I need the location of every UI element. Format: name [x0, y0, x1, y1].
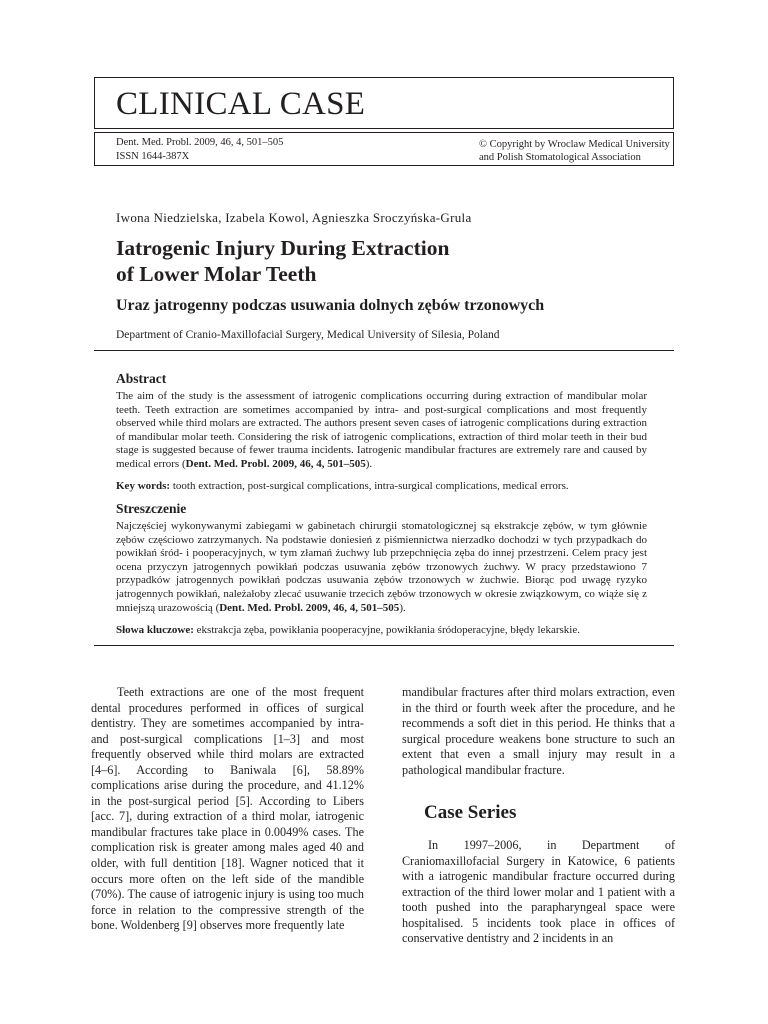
slowa-text: ekstrakcja zęba, powikłania pooperacyjne, powikłania śródoperacyjne, błędy lekarskie. — [193, 624, 580, 636]
author-list: Iwona Niedzielska, Izabela Kowol, Agnieszka Sroczyńska-Grula — [116, 210, 472, 225]
abstract-body: The aim of the study is the assessment of iatrogenic complications occurring during extraction of mandibular molar teeth. Teeth extraction are sometimes accompanied by intra- and post-surgical complications and most frequently observed while third molars are extracted. The authors present seven cases of iatrogenic complications during extraction of mandibular molar teeth. Considering the risk of iatrogenic complications, extraction of third molar teeth in their bud stage is suggested because of fewer trauma incidents. Iatrogenic mandibular fractures are extremely rare and caused by medical errors ( — [116, 390, 647, 470]
journal-citation — [116, 136, 283, 163]
divider-top — [94, 350, 674, 351]
divider-bottom — [94, 645, 674, 646]
keywords — [116, 479, 647, 493]
section-title: CLINICAL CASE — [116, 86, 366, 122]
case-series-paragraph: In 1997–2006, in Department of Craniomaxillofacial Surgery in Katowice, 6 patients with a iatrogenic mandibular fracture occurred during extraction of the third lower molar and 1 patient with a tooth pushed into the parapharyngeal space were hospitalised. 5 incidents took place in offices of conservative dentistry and 2 incidents in an — [402, 838, 675, 946]
abstract-text — [116, 390, 647, 472]
title-line-2: of Lower Molar Teeth — [116, 262, 317, 286]
streszczenie-body: Najczęściej wykonywanymi zabiegami w gabinetach chirurgii stomatologicznej są ekstrakcje zębów, w tym głównie zębów częściowo zatrzymanych. Na podstawie doniesień z piśmiennictwa nierzadko dochodzi w tych przypadkach do powikłań śród- i pooperacyjnych, w tym złamań żuchwy lub przepchnięcia zęba do innej przestrzeni. Celem pracy jest ocena przyczyn jatrogennych powikłań podczas usuwania zębów trzonowych żuchwy. W pracy przedstawiono 7 przypadków jatrogennych powikłań podczas usuwania zębów trzonowych w żuchwie. Biorąc pod uwagę ryzyko jatrogennych powikłań, należałoby zlecać usuwanie trzecich zębów trzonowych w okresie związkowym, co wiąże się z mniejszą urazowością ( — [116, 520, 647, 614]
abstract-end: ). — [365, 457, 373, 470]
issn: ISSN 1644-387X — [116, 150, 190, 162]
abstract-heading: Abstract — [116, 371, 167, 386]
continued-paragraph: mandibular fractures after third molars extraction, even in the third or fourth week after the procedure, and he recommends a soft diet in this period. He thinks that a surgical procedure weakens bone structure to such an extent that even a small injury may result in a pathological mandibular fracture. — [402, 685, 675, 777]
case-series-heading: Case Series — [424, 802, 517, 823]
copyright-line-2: and Polish Stomatological Association — [479, 152, 641, 163]
streszczenie-text — [116, 520, 647, 615]
streszczenie-heading: Streszczenie — [116, 501, 187, 516]
case-series-column — [402, 838, 675, 947]
copyright-line-1: © Copyright by Wroclaw Medical University — [479, 139, 670, 150]
body-column-right — [402, 685, 675, 778]
affiliation: Department of Cranio-Maxillofacial Surgery, Medical University of Silesia, Poland — [116, 329, 500, 341]
keywords-label: Key words: — [116, 480, 171, 492]
polish-title: Uraz jatrogenny podczas usuwania dolnych zębów trzonowych — [116, 297, 545, 314]
abstract-reference: Dent. Med. Probl. 2009, 46, 4, 501–505 — [185, 457, 366, 470]
slowa-label: Słowa kluczowe: — [116, 624, 194, 636]
slowa-kluczowe — [116, 623, 647, 637]
title-line-1: Iatrogenic Injury During Extraction — [116, 236, 450, 260]
keywords-text: tooth extraction, post-surgical complications, intra-surgical complications, medical errors. — [170, 480, 569, 492]
intro-paragraph: Teeth extractions are one of the most frequent dental procedures performed in offices of surgical dentistry. They are sometimes accompanied by intra- and post-surgical complications [1–3] and most frequently observed while third molars are extracted [4–6]. According to Baniwala [6], 58.89% complications arise during the procedure, and 41.12% in the post-surgical period [5]. According to Libers [acc. 7], during extraction of a third molar, iatrogenic mandibular fractures take place in 0.0049% cases. The complication risk is greater among males aged 40 and older, with full dentition [18]. Wagner noticed that it occurs more often on the left side of the mandible (70%). The cause of iatrogenic injury is using too much force in relation to the compressive strength of the bone. Woldenberg [9] observes more frequently late — [91, 685, 364, 933]
streszczenie-reference: Dent. Med. Probl. 2009, 46, 4, 501–505 — [219, 601, 400, 614]
copyright-notice — [479, 138, 670, 164]
article-title — [116, 235, 656, 287]
citation-line-1: Dent. Med. Probl. 2009, 46, 4, 501–505 — [116, 137, 284, 148]
body-column-left — [91, 685, 364, 934]
streszczenie-end: ). — [399, 601, 406, 614]
